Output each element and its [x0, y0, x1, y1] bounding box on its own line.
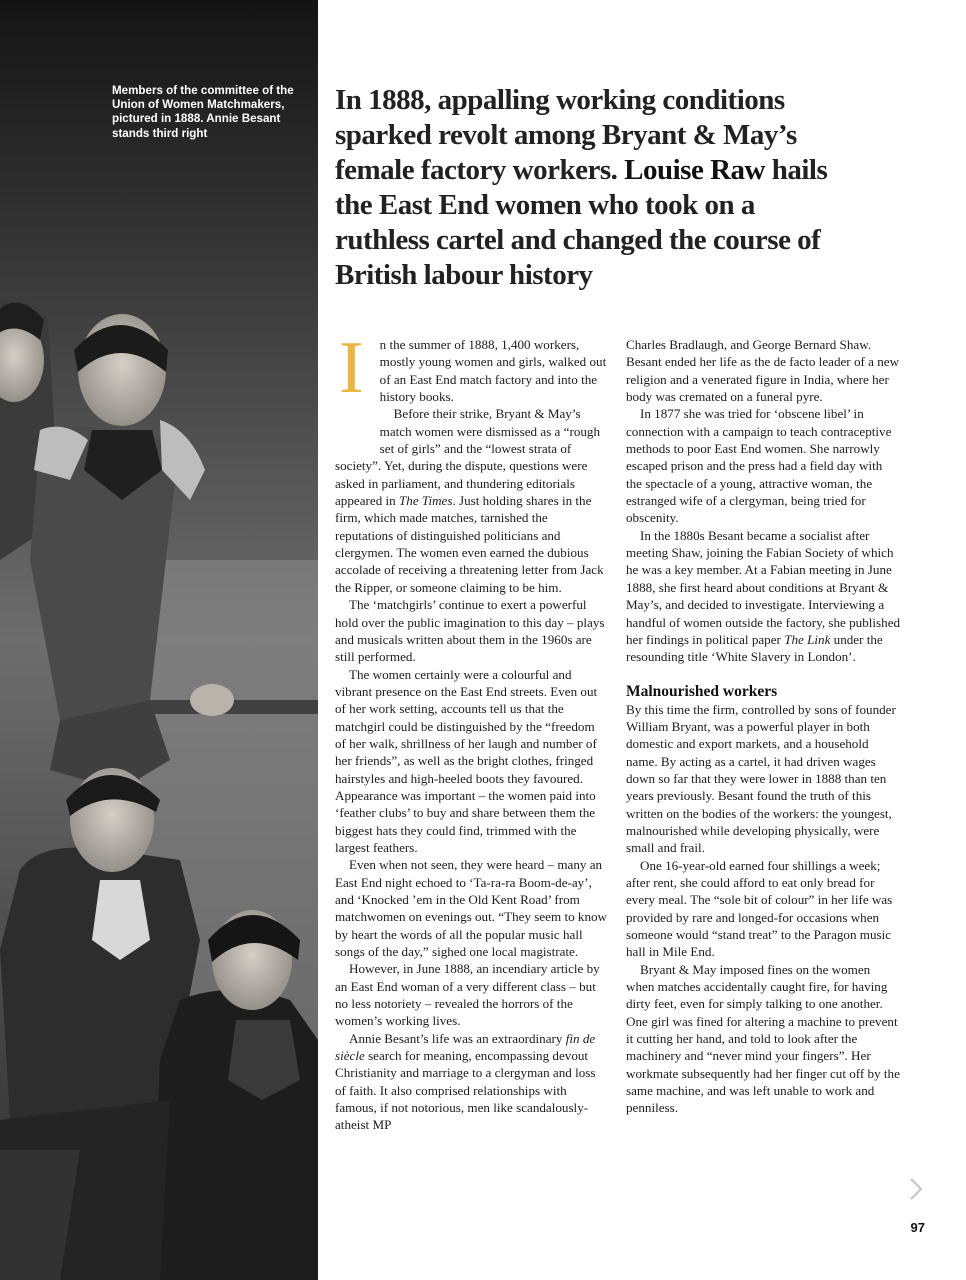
standfirst [335, 83, 835, 293]
paragraph: The women certainly were a colourful and vibrant presence on the East End streets. Even out of her work setting, accounts tell us that the matchgirl could be distinguished by the “freedom of her walk, shrillness of her laugh and number of her friends”, as well as the bright clothes, fringed hairstyles and high-heeled boots they favoured. Appearance was important – the women paid into ‘feather clubs’ to buy and share between them the biggest hats they could find, trimmed with the largest feathers. [335, 666, 598, 855]
paragraph-text: n the summer of 1888, 1,400 workers, mostly young women and girls, walked out of an East End match factory and into the history books. [379, 337, 607, 405]
standfirst-rest: hails the East End women who took on a ruthless cartel and changed the course of British labour history [335, 154, 828, 291]
paragraph: By this time the firm, controlled by sons of founder William Bryant, was a powerful player in both domestic and export markets, and a household name. By acting as a cartel, it had driven wages down so far that they were lower in 1888 than ten years previously. Besant found the truth of this written on the bodies of the workers: the youngest, malnourished while developing physically, were small and frail. [626, 701, 896, 856]
chevron-right-icon[interactable] [905, 1176, 927, 1202]
paragraph-text: . Just holding shares in the firm, which made matches, tarnished the reputations of distinguished politicians and clergymen. The women even earned the dubious accolade of receiving a threatening letter from Jack the Ripper, or someone claiming to be him. [335, 493, 604, 595]
paragraph-text: Before their strike, Bryant & May’s match women were dismissed as a “rough set of girls” and the “lowest strata of society”. Yet, during the dispute, questions were asked in parliament, and thundering editorials appeared in [335, 406, 601, 509]
article-column-2 [626, 336, 901, 1117]
paragraph-text: Annie Besant’s life was an extraordinary [349, 1030, 566, 1046]
paragraph: However, in June 1888, an incendiary article by an East End woman of a very different class – but no less notoriety – revealed the horrors of the women’s working lives. [335, 961, 600, 1029]
section-subheading: Malnourished workers [626, 682, 778, 700]
paragraph [335, 405, 607, 596]
publication-title: The Times [398, 493, 453, 509]
publication-title: The Link [784, 631, 831, 647]
paragraph: One 16-year-old earned four shillings a week; after rent, she could afford to eat only bread for every meal. The “sole bit of colour” in her life was provided by rare and longed-for occasions when someone would “stand treat” to the Paragon music hall in Mile End. [626, 857, 893, 960]
paragraph: In 1877 she was tried for ‘obscene libel’ in connection with a campaign to teach contraceptive methods to poor East End women. She narrowly escaped prison and the press had a field day with the spectacle of a young, attractive woman, the estranged wife of a clergyman, being tried for obscenity. [626, 406, 892, 526]
chevron-right-icon-graphic [905, 1176, 927, 1202]
italic-phrase: fin de siècle [335, 1030, 596, 1064]
paragraph [335, 1030, 607, 1134]
page-number: 97 [910, 1220, 925, 1235]
drop-cap: I [339, 327, 364, 409]
paragraph [335, 327, 607, 409]
author-name: Louise Raw [624, 154, 765, 186]
paragraph: Charles Bradlaugh, and George Bernard Shaw. Besant ended her life as the de facto leader of a new religion and a venerated figure in India, where her body was cremated on a funeral pyre. [626, 337, 900, 405]
paragraph-text: In the 1880s Besant became a socialist after meeting Shaw, joining the Fabian Society of which he was a key member. At a Fabian meeting in June 1888, she first heard about conditions at Bryant & May’s, and decided to investigate. Interviewing a handful of women outside the factory, she published her findings in political paper [626, 527, 901, 647]
archival-group-photo [0, 0, 318, 1280]
paragraph: Even when not seen, they were heard – many an East End night echoed to ‘Ta-ra-ra Boom-de-ay’, and ‘Knocked ’em in the Old Kent Road’ from matchwomen on evenings out. “They seem to know by heart the words of all the popular music hall songs of the day,” sighed one local magistrate. [335, 857, 607, 960]
article-column-1 [335, 327, 607, 1134]
standfirst-lead: In 1888, appalling working conditions sparked revolt among Bryant & May’s female factory workers. [335, 84, 797, 186]
photo-illustration [0, 0, 318, 1280]
paragraph-text: under the resounding title ‘White Slavery in London’. [626, 631, 883, 665]
paragraph-text: search for meaning, encompassing devout Christianity and marriage to a clergyman and loss of faith. It also comprised relationships with famous, if not notorious, men like scandalously-atheist MP [335, 1048, 596, 1133]
photo-caption: Members of the committee of the Union of Women Matchmakers, pictured in 1888. Annie Besant stands third right [112, 84, 294, 140]
paragraph [626, 527, 901, 666]
paragraph: Bryant & May imposed fines on the women when matches accidentally caught fire, for having dirty feet, even for simply talking to one another. One girl was fined for altering a machine to prevent it cutting her hand, and told to look after the machinery and “never mind your fingers”. Her workmate subsequently had her finger cut off by the same machine, and was left unable to work and penniless. [626, 961, 900, 1116]
paragraph: The ‘matchgirls’ continue to exert a powerful hold over the public imagination to this day – plays and musicals written about them in the 1960s are still performed. [335, 597, 605, 665]
